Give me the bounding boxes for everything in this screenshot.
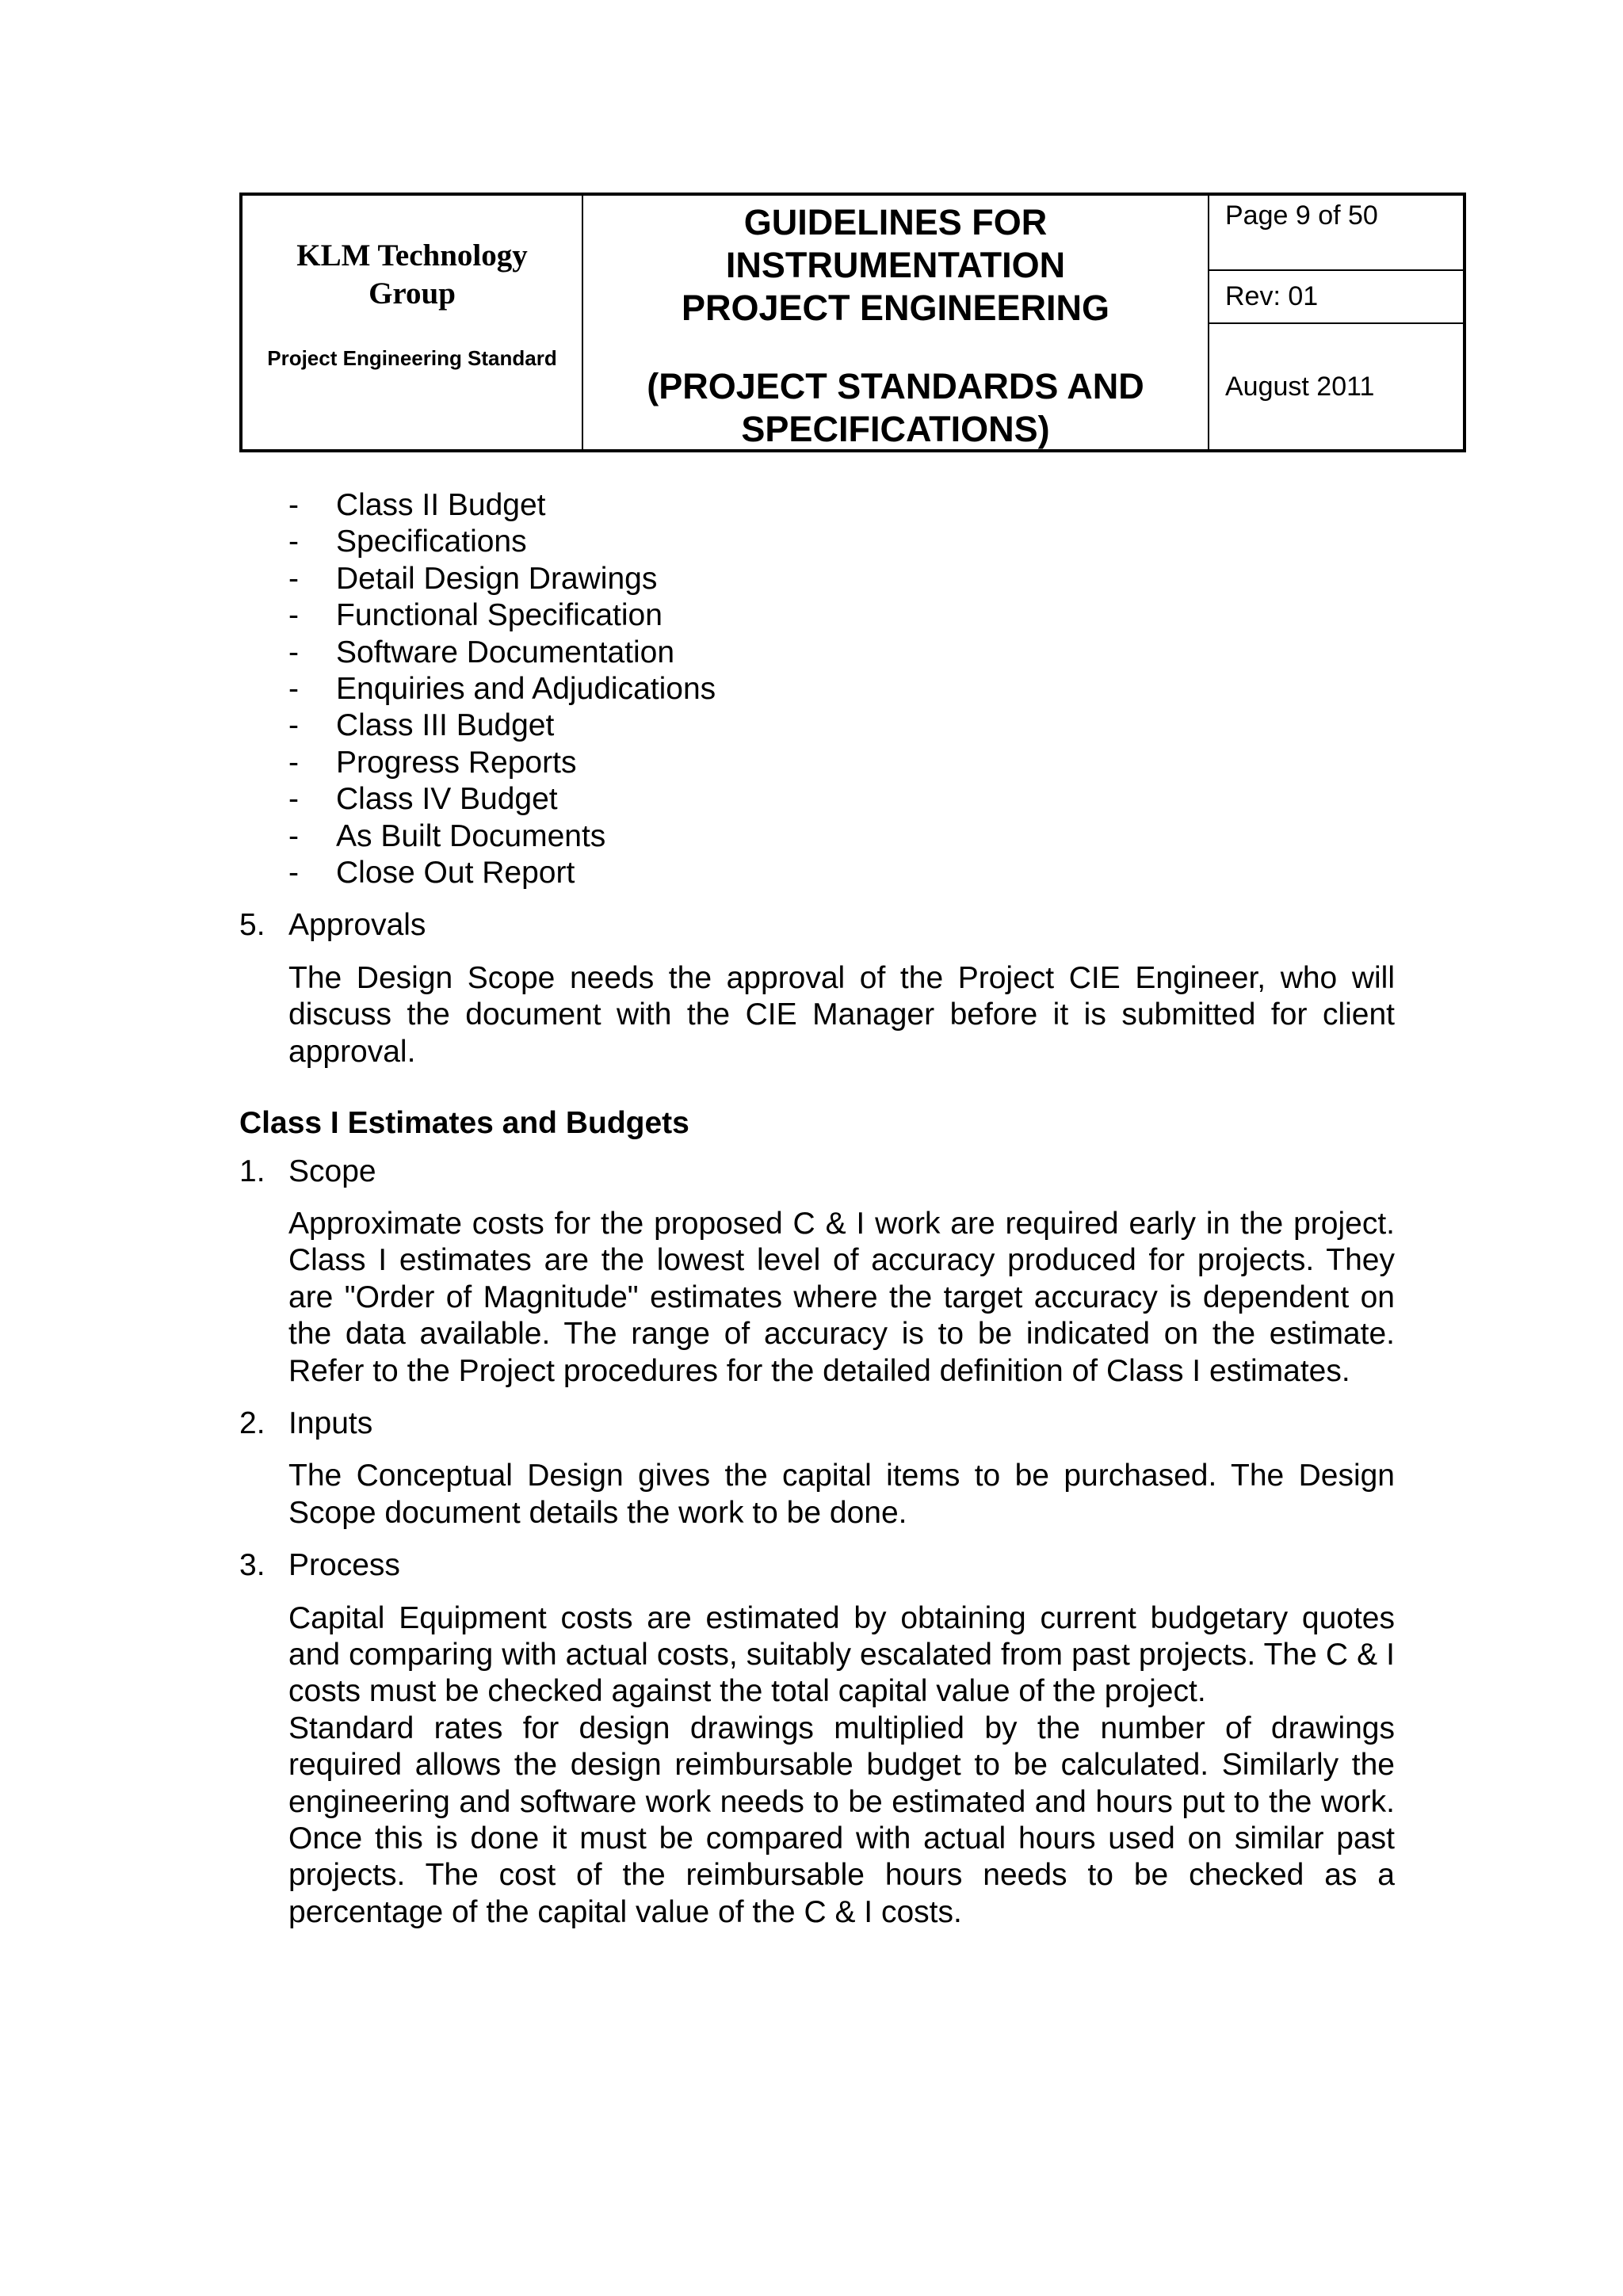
list-item (239, 671, 1395, 707)
list-item-text: As Built Documents (336, 818, 606, 853)
org-line-1: KLM Technology (296, 238, 528, 273)
document-title (583, 201, 1208, 330)
revision: Rev: 01 (1225, 281, 1319, 311)
item-number: 3. (239, 1548, 265, 1583)
date-cell (1209, 324, 1463, 449)
header-meta-cell (1209, 196, 1463, 449)
list-item-text: Software Documentation (336, 635, 675, 669)
item-title: Scope (288, 1154, 376, 1188)
approvals-paragraph (239, 960, 1395, 1070)
list-item (239, 487, 1395, 524)
list-item (239, 561, 1395, 597)
item-number: 5. (239, 908, 265, 943)
page-number-cell (1209, 196, 1463, 271)
scope-paragraph (239, 1206, 1395, 1390)
list-item (239, 781, 1395, 818)
list-item (239, 635, 1395, 671)
section-heading: Class I Estimates and Budgets (239, 1106, 689, 1141)
dash: - (288, 782, 299, 817)
document-header (239, 193, 1466, 452)
list-item-text: Detail Design Drawings (336, 561, 658, 596)
list-item (239, 818, 1395, 855)
org-line-2: Group (369, 277, 456, 311)
list-item-text: Class IV Budget (336, 782, 558, 817)
inputs-heading (239, 1405, 1395, 1442)
paragraph-text: Capital Equipment costs are estimated by obtaining current budgetary quotes and comparing with actual costs, suitably escalated from past projects. The C & I costs must be checked against the total capital value of the project. (288, 1600, 1395, 1709)
list-item (239, 524, 1395, 560)
document-body (239, 487, 1395, 1931)
page-number: Page 9 of 50 (1225, 200, 1378, 231)
paragraph-text: Standard rates for design drawings multiplied by the number of drawings required allows the design reimbursable budget to be calculated. Similarly the engineering and software work needs to be estimated and hours put to the work. Once this is done it must be compared with actual hours used on similar past projects. The cost of the reimbursable hours needs to be checked as a percentage of the capital value of the C & I costs. (288, 1711, 1395, 1929)
subtitle-line-1: (PROJECT STANDARDS AND (647, 366, 1144, 406)
item-title: Process (288, 1548, 400, 1583)
dash: - (288, 818, 299, 853)
paragraph-text: The Design Scope needs the approval of the Project CIE Engineer, who will discuss the document with the CIE Manager before it is submitted for client approval. (288, 960, 1395, 1069)
inputs-paragraph (239, 1458, 1395, 1531)
list-item-text: Close Out Report (336, 856, 575, 891)
subtitle-line-2: SPECIFICATIONS) (741, 409, 1050, 449)
item-number: 1. (239, 1154, 265, 1188)
dash: - (288, 561, 299, 596)
list-item-text: Class III Budget (336, 708, 555, 743)
scope-heading (239, 1154, 1395, 1190)
dash: - (288, 856, 299, 891)
item-number: 2. (239, 1405, 265, 1440)
process-paragraph (239, 1600, 1395, 1932)
paragraph-text: Approximate costs for the proposed C & I work are required early in the project. Class I estimates are the lowest level of accuracy produced for projects. They are "Order of Magnitude" estimates where the target accuracy is dependent on the data available. The range of accuracy is to be indicated on the estimate. Refer to the Project procedures for the detailed definition of Class I estimates. (288, 1206, 1395, 1388)
date: August 2011 (1225, 372, 1375, 402)
dash: - (288, 598, 299, 633)
standard-label: Project Engineering Standard (267, 346, 557, 370)
organization-name (242, 237, 582, 313)
dash: - (288, 745, 299, 780)
header-org-cell (242, 196, 583, 449)
list-item-text: Enquiries and Adjudications (336, 672, 716, 707)
list-item-text: Progress Reports (336, 745, 577, 780)
process-heading (239, 1547, 1395, 1584)
title-line-2: INSTRUMENTATION (725, 245, 1066, 285)
paragraph-text: The Conceptual Design gives the capital items to be purchased. The Design Scope document details the work to be done. (288, 1459, 1395, 1530)
item-title: Inputs (288, 1405, 373, 1440)
list-item (239, 707, 1395, 744)
dash: - (288, 635, 299, 669)
dash: - (288, 708, 299, 743)
item-title: Approvals (288, 908, 426, 943)
list-item (239, 597, 1395, 634)
revision-cell (1209, 271, 1463, 324)
document-subtitle (583, 365, 1208, 451)
deliverables-list (239, 487, 1395, 891)
dash: - (288, 488, 299, 522)
dash: - (288, 672, 299, 707)
dash: - (288, 524, 299, 559)
header-title-cell (583, 196, 1209, 449)
approvals-heading (239, 907, 1395, 944)
title-line-1: GUIDELINES FOR (743, 202, 1048, 242)
list-item (239, 855, 1395, 891)
title-line-3: PROJECT ENGINEERING (681, 288, 1110, 328)
list-item (239, 745, 1395, 781)
list-item-text: Class II Budget (336, 488, 546, 522)
list-item-text: Functional Specification (336, 598, 663, 633)
list-item-text: Specifications (336, 524, 527, 559)
